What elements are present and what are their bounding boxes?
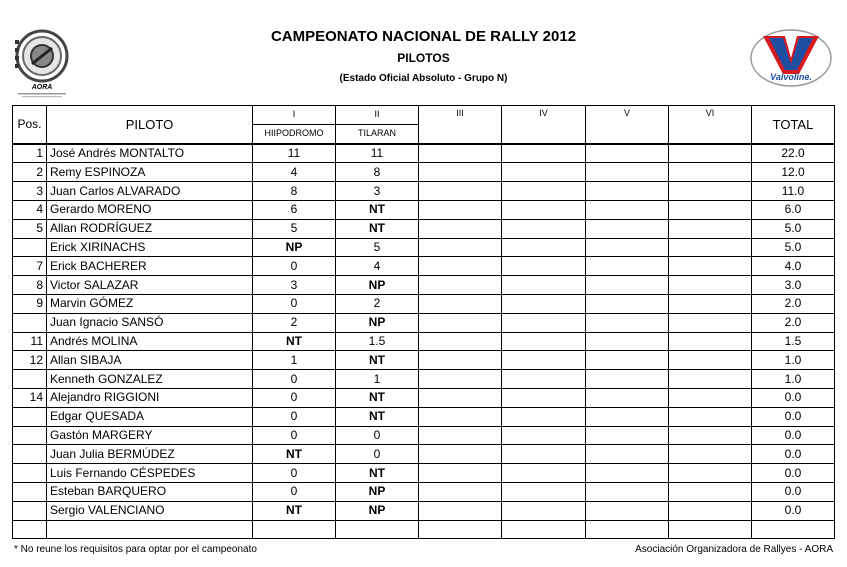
row-position: 3 <box>13 182 47 201</box>
row-round-3-points <box>419 163 502 182</box>
row-driver-name: Gastón MARGERY <box>47 426 253 445</box>
row-round-1-points: 6 <box>253 200 336 219</box>
row-round-3-points <box>419 426 502 445</box>
row-position: 14 <box>13 388 47 407</box>
row-round-3-points <box>419 482 502 501</box>
row-round-3-points <box>419 294 502 313</box>
row-round-6-points <box>669 163 752 182</box>
row-round-3-points <box>419 501 502 520</box>
row-total-points: 6.0 <box>752 200 835 219</box>
col-header-round-4: IV <box>502 106 586 144</box>
row-round-2-points: NP <box>336 313 419 332</box>
row-round-3-points <box>419 313 502 332</box>
row-round-5-points <box>586 219 669 238</box>
row-total-points: 0.0 <box>752 445 835 464</box>
row-round-1-points: 0 <box>253 407 336 426</box>
page-header <box>0 0 847 100</box>
row-round-4-points <box>502 482 586 501</box>
row-round-2-points: NT <box>336 388 419 407</box>
row-round-4-points <box>502 351 586 370</box>
row-round-2-points: 8 <box>336 163 419 182</box>
row-round-4-points <box>502 407 586 426</box>
row-position <box>13 426 47 445</box>
row-round-1-points: 11 <box>253 144 336 163</box>
row-round-4-points <box>502 294 586 313</box>
row-driver-name: Victor SALAZAR <box>47 276 253 295</box>
row-position <box>13 520 47 539</box>
row-round-4-points <box>502 313 586 332</box>
row-round-2-points: NT <box>336 219 419 238</box>
row-total-points: 5.0 <box>752 238 835 257</box>
row-position: 5 <box>13 219 47 238</box>
col-header-round-3: III <box>419 106 502 144</box>
row-round-4-points <box>502 388 586 407</box>
row-round-3-points <box>419 257 502 276</box>
row-driver-name: Erick XIRINACHS <box>47 238 253 257</box>
row-round-4-points <box>502 144 586 163</box>
row-round-5-points <box>586 370 669 389</box>
table-row <box>13 182 835 201</box>
row-round-5-points <box>586 276 669 295</box>
row-driver-name: Juan Carlos ALVARADO <box>47 182 253 201</box>
row-round-6-points <box>669 370 752 389</box>
footer-note: * No reune los requisitos para optar por el campeonato <box>14 544 257 555</box>
valvoline-logo <box>749 28 833 88</box>
row-position: 9 <box>13 294 47 313</box>
table-row <box>13 445 835 464</box>
row-round-5-points <box>586 294 669 313</box>
row-round-2-points: NP <box>336 482 419 501</box>
row-round-3-points <box>419 445 502 464</box>
col-header-pos: Pos. <box>13 106 47 144</box>
row-round-2-points <box>336 520 419 539</box>
row-position <box>13 313 47 332</box>
row-position <box>13 464 47 483</box>
row-total-points: 4.0 <box>752 257 835 276</box>
row-position: 12 <box>13 351 47 370</box>
row-driver-name: Andrés MOLINA <box>47 332 253 351</box>
row-round-1-points: 4 <box>253 163 336 182</box>
row-round-4-points <box>502 370 586 389</box>
row-round-4-points <box>502 163 586 182</box>
row-round-2-points: 3 <box>336 182 419 201</box>
row-round-1-points: NT <box>253 332 336 351</box>
table-row <box>13 313 835 332</box>
row-round-5-points <box>586 464 669 483</box>
row-round-2-points: 5 <box>336 238 419 257</box>
row-round-6-points <box>669 257 752 276</box>
row-driver-name: José Andrés MONTALTO <box>47 144 253 163</box>
page-title: CAMPEONATO NACIONAL DE RALLY 2012 <box>270 28 577 45</box>
table-row <box>13 370 835 389</box>
table-row <box>13 388 835 407</box>
row-total-points: 2.0 <box>752 294 835 313</box>
row-total-points: 3.0 <box>752 276 835 295</box>
row-round-6-points <box>669 238 752 257</box>
row-total-points: 1.0 <box>752 370 835 389</box>
table-row <box>13 257 835 276</box>
row-total-points: 0.0 <box>752 388 835 407</box>
row-round-1-points <box>253 520 336 539</box>
table-row <box>13 407 835 426</box>
row-round-4-points <box>502 332 586 351</box>
row-total-points: 0.0 <box>752 501 835 520</box>
row-round-2-points: 1 <box>336 370 419 389</box>
row-round-6-points <box>669 276 752 295</box>
col-header-total: TOTAL <box>752 106 835 144</box>
row-round-4-points <box>502 182 586 201</box>
row-round-6-points <box>669 144 752 163</box>
standings-table <box>12 105 835 539</box>
table-row <box>13 351 835 370</box>
row-position <box>13 238 47 257</box>
row-round-5-points <box>586 257 669 276</box>
row-round-2-points: 1.5 <box>336 332 419 351</box>
row-position: 4 <box>13 200 47 219</box>
table-row <box>13 520 835 539</box>
row-round-4-points <box>502 238 586 257</box>
row-total-points: 2.0 <box>752 313 835 332</box>
row-round-3-points <box>419 370 502 389</box>
row-round-1-points: 2 <box>253 313 336 332</box>
row-round-4-points <box>502 426 586 445</box>
row-round-3-points <box>419 407 502 426</box>
row-round-2-points: 4 <box>336 257 419 276</box>
row-round-1-points: 0 <box>253 388 336 407</box>
row-round-6-points <box>669 219 752 238</box>
row-round-5-points <box>586 182 669 201</box>
col-header-round-1: I <box>253 106 336 125</box>
row-round-5-points <box>586 163 669 182</box>
row-round-2-points: NP <box>336 276 419 295</box>
row-round-1-points: 3 <box>253 276 336 295</box>
row-round-3-points <box>419 219 502 238</box>
col-header-round-2: II <box>336 106 419 125</box>
row-round-5-points <box>586 144 669 163</box>
row-round-4-points <box>502 464 586 483</box>
row-round-5-points <box>586 332 669 351</box>
row-round-1-points: NT <box>253 445 336 464</box>
row-total-points: 1.0 <box>752 351 835 370</box>
row-round-4-points <box>502 257 586 276</box>
table-row <box>13 332 835 351</box>
col-header-venue-2: TILARAN <box>336 124 419 143</box>
row-round-3-points <box>419 388 502 407</box>
row-round-6-points <box>669 200 752 219</box>
row-position: 1 <box>13 144 47 163</box>
table-row <box>13 482 835 501</box>
row-round-3-points <box>419 332 502 351</box>
row-round-1-points: 0 <box>253 294 336 313</box>
row-round-1-points: NP <box>253 238 336 257</box>
row-round-1-points: 5 <box>253 219 336 238</box>
row-round-3-points <box>419 520 502 539</box>
row-round-6-points <box>669 332 752 351</box>
row-driver-name: Kenneth GONZALEZ <box>47 370 253 389</box>
row-total-points: 11.0 <box>752 182 835 201</box>
row-round-5-points <box>586 388 669 407</box>
row-round-2-points: NT <box>336 351 419 370</box>
row-round-6-points <box>669 313 752 332</box>
footer-organization: Asociación Organizadora de Rallyes - AORA <box>635 544 833 555</box>
row-round-1-points: 0 <box>253 426 336 445</box>
row-driver-name: Gerardo MORENO <box>47 200 253 219</box>
row-round-3-points <box>419 200 502 219</box>
row-round-3-points <box>419 351 502 370</box>
row-driver-name: Edgar QUESADA <box>47 407 253 426</box>
row-position <box>13 407 47 426</box>
row-total-points: 0.0 <box>752 482 835 501</box>
row-position <box>13 445 47 464</box>
row-round-1-points: 8 <box>253 182 336 201</box>
row-total-points: 22.0 <box>752 144 835 163</box>
row-round-5-points <box>586 313 669 332</box>
row-total-points <box>752 520 835 539</box>
row-total-points: 0.0 <box>752 426 835 445</box>
row-round-6-points <box>669 520 752 539</box>
row-position <box>13 370 47 389</box>
row-driver-name: Erick BACHERER <box>47 257 253 276</box>
row-round-3-points <box>419 182 502 201</box>
row-driver-name: Alejandro RIGGIONI <box>47 388 253 407</box>
table-row <box>13 219 835 238</box>
row-round-3-points <box>419 238 502 257</box>
table-row <box>13 464 835 483</box>
svg-text:AORA: AORA <box>31 84 53 91</box>
row-round-6-points <box>669 482 752 501</box>
row-round-1-points: NT <box>253 501 336 520</box>
row-position: 11 <box>13 332 47 351</box>
row-driver-name: Remy ESPINOZA <box>47 163 253 182</box>
row-round-1-points: 1 <box>253 351 336 370</box>
row-round-2-points: 0 <box>336 445 419 464</box>
row-round-4-points <box>502 501 586 520</box>
row-driver-name: Esteban BARQUERO <box>47 482 253 501</box>
row-round-2-points: NT <box>336 464 419 483</box>
row-round-5-points <box>586 482 669 501</box>
row-position: 2 <box>13 163 47 182</box>
table-row <box>13 501 835 520</box>
row-round-6-points <box>669 182 752 201</box>
row-round-5-points <box>586 426 669 445</box>
row-driver-name: Allan SIBAJA <box>47 351 253 370</box>
row-position: 8 <box>13 276 47 295</box>
row-round-5-points <box>586 351 669 370</box>
row-round-5-points <box>586 200 669 219</box>
row-round-4-points <box>502 276 586 295</box>
row-round-2-points: 0 <box>336 426 419 445</box>
col-header-round-6: VI <box>669 106 752 144</box>
svg-text:Valvoline.: Valvoline. <box>770 72 812 82</box>
row-round-6-points <box>669 445 752 464</box>
row-total-points: 1.5 <box>752 332 835 351</box>
col-header-venue-1: HIIPODROMO <box>253 124 336 143</box>
table-row <box>13 200 835 219</box>
row-driver-name: Juan Ignacio SANSÓ <box>47 313 253 332</box>
row-round-4-points <box>502 520 586 539</box>
col-header-round-5: V <box>586 106 669 144</box>
row-round-3-points <box>419 464 502 483</box>
col-header-piloto: PILOTO <box>47 106 253 144</box>
row-round-1-points: 0 <box>253 464 336 483</box>
table-row <box>13 294 835 313</box>
row-driver-name: Marvin GÓMEZ <box>47 294 253 313</box>
row-round-2-points: NT <box>336 200 419 219</box>
row-round-6-points <box>669 501 752 520</box>
row-driver-name: Sergio VALENCIANO <box>47 501 253 520</box>
row-round-3-points <box>419 144 502 163</box>
row-round-5-points <box>586 445 669 464</box>
row-position <box>13 482 47 501</box>
table-row <box>13 144 835 163</box>
row-driver-name <box>47 520 253 539</box>
row-round-6-points <box>669 464 752 483</box>
row-round-6-points <box>669 351 752 370</box>
page-subtitle: PILOTOS <box>397 51 450 65</box>
row-total-points: 0.0 <box>752 464 835 483</box>
row-driver-name: Luis Fernando CÉSPEDES <box>47 464 253 483</box>
row-round-6-points <box>669 294 752 313</box>
table-row <box>13 426 835 445</box>
row-round-6-points <box>669 388 752 407</box>
row-round-6-points <box>669 407 752 426</box>
row-round-2-points: NP <box>336 501 419 520</box>
row-round-5-points <box>586 501 669 520</box>
row-round-4-points <box>502 219 586 238</box>
row-round-4-points <box>502 200 586 219</box>
row-round-5-points <box>586 520 669 539</box>
row-position: 7 <box>13 257 47 276</box>
table-row <box>13 276 835 295</box>
standings-body <box>13 144 835 539</box>
row-position <box>13 501 47 520</box>
row-round-2-points: 11 <box>336 144 419 163</box>
row-round-4-points <box>502 445 586 464</box>
row-driver-name: Allan RODRÍGUEZ <box>47 219 253 238</box>
row-round-1-points: 0 <box>253 482 336 501</box>
row-round-2-points: NT <box>336 407 419 426</box>
row-round-5-points <box>586 407 669 426</box>
table-row <box>13 238 835 257</box>
row-round-1-points: 0 <box>253 370 336 389</box>
row-total-points: 12.0 <box>752 163 835 182</box>
row-round-1-points: 0 <box>253 257 336 276</box>
row-round-2-points: 2 <box>336 294 419 313</box>
row-round-5-points <box>586 238 669 257</box>
row-total-points: 5.0 <box>752 219 835 238</box>
status-caption: (Estado Oficial Absoluto - Grupo N) <box>339 73 508 84</box>
row-round-6-points <box>669 426 752 445</box>
row-round-3-points <box>419 276 502 295</box>
table-row <box>13 163 835 182</box>
row-driver-name: Juan Julia BERMÚDEZ <box>47 445 253 464</box>
row-total-points: 0.0 <box>752 407 835 426</box>
